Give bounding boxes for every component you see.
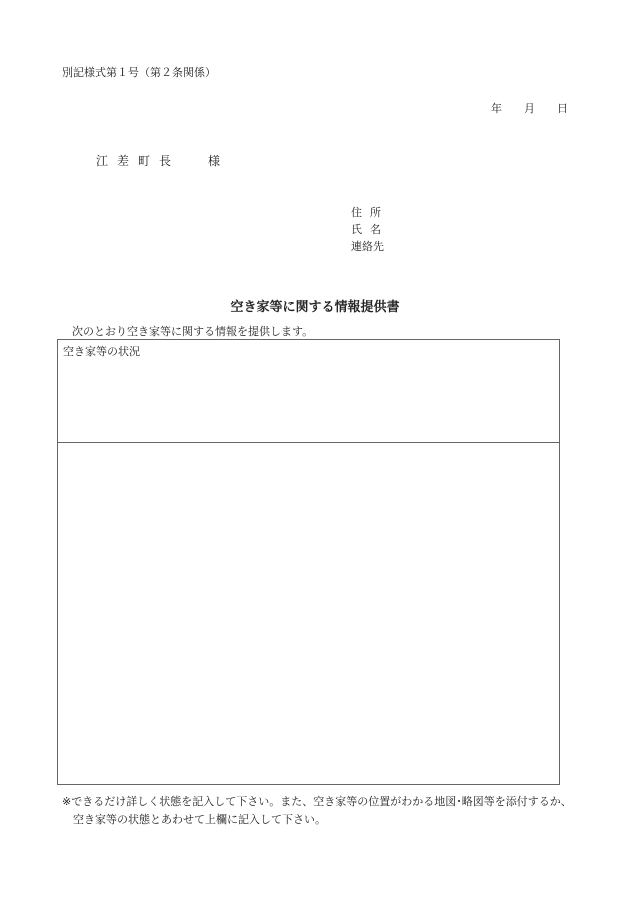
situation-box bbox=[57, 339, 560, 785]
map-sketch-area[interactable] bbox=[58, 443, 559, 784]
footnote-line-2: 空き家等の状態とあわせて上欄に記入して下さい。 bbox=[73, 813, 326, 826]
applicant-block bbox=[351, 204, 389, 255]
footnote-line-1: ※できるだけ詳しく状態を記入して下さい。また、空き家等の位置がわかる地図･略図等を添付するか、 bbox=[62, 795, 572, 808]
addressee-name: 江差町長 bbox=[96, 154, 181, 168]
document-title: 空き家等に関する情報提供書 bbox=[230, 300, 400, 315]
name-label: 氏名 bbox=[351, 223, 389, 236]
date-month-label: 月 bbox=[524, 102, 535, 115]
intro-text: 次のとおり空き家等に関する情報を提供します。 bbox=[72, 325, 314, 338]
date-year-label: 年 bbox=[491, 102, 502, 115]
form-number: 別記様式第１号（第２条関係） bbox=[62, 66, 216, 79]
date-line bbox=[491, 100, 568, 116]
situation-label: 空き家等の状況 bbox=[63, 345, 140, 358]
addressee bbox=[96, 152, 220, 169]
address-label: 住所 bbox=[351, 206, 389, 219]
footnote bbox=[62, 793, 572, 829]
addressee-honorific: 様 bbox=[208, 154, 221, 168]
contact-label: 連絡先 bbox=[351, 240, 384, 253]
date-day-label: 日 bbox=[557, 102, 568, 115]
situation-section[interactable] bbox=[58, 340, 559, 443]
